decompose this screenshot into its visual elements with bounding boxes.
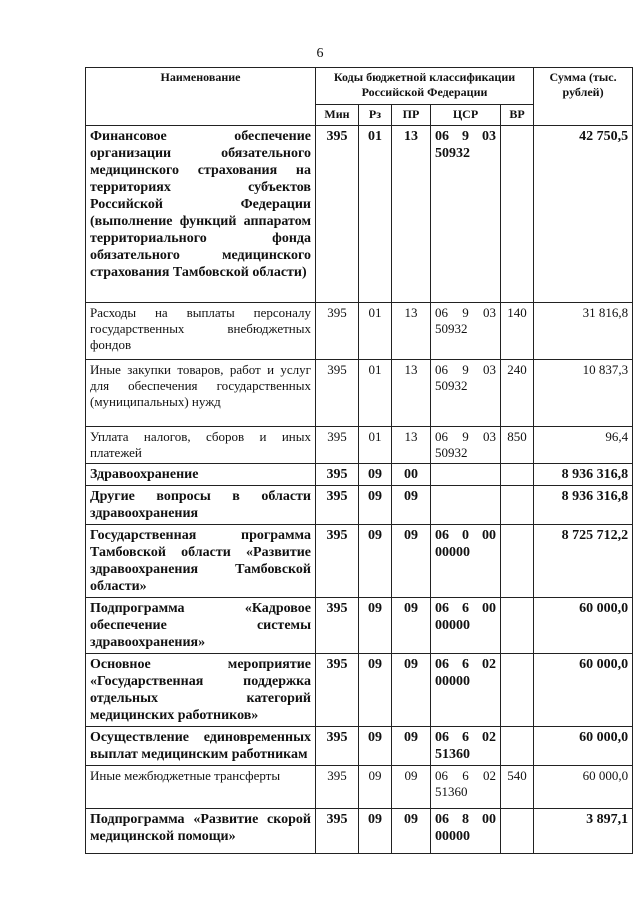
- row-min: 395: [316, 486, 359, 525]
- page-number: 6: [316, 46, 324, 61]
- row-csr: 06 6 02 51360: [431, 766, 501, 809]
- column-header-pr: ПР: [392, 105, 431, 126]
- row-min: 395: [316, 766, 359, 809]
- row-min: 395: [316, 360, 359, 427]
- row-pr: 09: [392, 809, 431, 854]
- row-min: 395: [316, 464, 359, 486]
- row-pr: 09: [392, 525, 431, 598]
- row-name: Иные закупки товаров, работ и услуг для обеспечения государственных (муниципальных) нужд: [86, 360, 316, 427]
- row-rz: 09: [359, 486, 392, 525]
- row-min: 395: [316, 809, 359, 854]
- table-row: [86, 727, 633, 766]
- table-row: [86, 303, 633, 360]
- row-rz: 01: [359, 427, 392, 464]
- row-vr: 240: [501, 360, 534, 427]
- row-sum: 60 000,0: [534, 727, 633, 766]
- row-min: 395: [316, 303, 359, 360]
- row-name: Осуществление единовременных выплат медицинским работникам: [86, 727, 316, 766]
- row-name: Финансовое обеспечение организации обязательного медицинского страхования на территориях субъектов Российской Федерации (выполнение функций аппаратом территориального фонда обязательного медицинского страхования Тамбовской области): [86, 126, 316, 303]
- row-rz: 01: [359, 126, 392, 303]
- row-rz: 09: [359, 727, 392, 766]
- row-sum: 3 897,1: [534, 809, 633, 854]
- row-pr: 13: [392, 303, 431, 360]
- row-csr: 06 9 03 50932: [431, 360, 501, 427]
- table-row: [86, 486, 633, 525]
- row-rz: 09: [359, 598, 392, 654]
- row-pr: 13: [392, 427, 431, 464]
- row-pr: 13: [392, 126, 431, 303]
- table-row: [86, 598, 633, 654]
- row-csr: 06 6 02 51360: [431, 727, 501, 766]
- row-name: Подпрограмма «Развитие скорой медицинской помощи»: [86, 809, 316, 854]
- row-vr: [501, 525, 534, 598]
- row-rz: 01: [359, 360, 392, 427]
- row-sum: 8 725 712,2: [534, 525, 633, 598]
- row-sum: 31 816,8: [534, 303, 633, 360]
- row-min: 395: [316, 727, 359, 766]
- row-sum: 60 000,0: [534, 766, 633, 809]
- row-vr: [501, 126, 534, 303]
- column-header-min: Мин: [316, 105, 359, 126]
- row-name: Расходы на выплаты персоналу государственных внебюджетных фондов: [86, 303, 316, 360]
- budget-table: [85, 67, 633, 854]
- table-row: [86, 525, 633, 598]
- row-name: Подпрограмма «Кадровое обеспечение системы здравоохранения»: [86, 598, 316, 654]
- column-header-name: Наименование: [86, 68, 316, 126]
- row-rz: 09: [359, 809, 392, 854]
- table-row: [86, 766, 633, 809]
- row-sum: 8 936 316,8: [534, 464, 633, 486]
- table-row: [86, 126, 633, 303]
- row-csr: 06 0 00 00000: [431, 525, 501, 598]
- row-pr: 13: [392, 360, 431, 427]
- row-rz: 09: [359, 654, 392, 727]
- row-pr: 09: [392, 486, 431, 525]
- row-min: 395: [316, 126, 359, 303]
- row-sum: 60 000,0: [534, 654, 633, 727]
- row-name: Основное мероприятие «Государственная поддержка отдельных категорий медицинских работников»: [86, 654, 316, 727]
- column-header-sum: Сумма (тыс. рублей): [534, 68, 633, 126]
- row-pr: 00: [392, 464, 431, 486]
- row-pr: 09: [392, 727, 431, 766]
- row-name: Здравоохранение: [86, 464, 316, 486]
- row-min: 395: [316, 427, 359, 464]
- row-csr: 06 9 03 50932: [431, 126, 501, 303]
- row-vr: 850: [501, 427, 534, 464]
- row-vr: [501, 464, 534, 486]
- row-rz: 09: [359, 525, 392, 598]
- row-name: Уплата налогов, сборов и иных платежей: [86, 427, 316, 464]
- row-rz: 09: [359, 464, 392, 486]
- column-header-csr: ЦСР: [431, 105, 501, 126]
- row-sum: 10 837,3: [534, 360, 633, 427]
- row-vr: [501, 598, 534, 654]
- row-csr: 06 6 02 00000: [431, 654, 501, 727]
- row-pr: 09: [392, 766, 431, 809]
- row-min: 395: [316, 525, 359, 598]
- table-row: [86, 427, 633, 464]
- row-name: Другие вопросы в области здравоохранения: [86, 486, 316, 525]
- row-pr: 09: [392, 654, 431, 727]
- table-row: [86, 360, 633, 427]
- row-csr: 06 9 03 50932: [431, 427, 501, 464]
- row-csr: 06 6 00 00000: [431, 598, 501, 654]
- table-row: [86, 464, 633, 486]
- row-vr: [501, 486, 534, 525]
- column-header-codes: Коды бюджетной классификации Российской Федерации: [316, 68, 534, 105]
- column-header-vr: ВР: [501, 105, 534, 126]
- row-rz: 01: [359, 303, 392, 360]
- row-vr: [501, 654, 534, 727]
- row-vr: [501, 727, 534, 766]
- row-pr: 09: [392, 598, 431, 654]
- row-rz: 09: [359, 766, 392, 809]
- column-header-rz: Рз: [359, 105, 392, 126]
- table-row: [86, 654, 633, 727]
- table-row: [86, 809, 633, 854]
- row-sum: 96,4: [534, 427, 633, 464]
- row-csr: 06 9 03 50932: [431, 303, 501, 360]
- row-name: Государственная программа Тамбовской области «Развитие здравоохранения Тамбовской области»: [86, 525, 316, 598]
- row-sum: 60 000,0: [534, 598, 633, 654]
- row-min: 395: [316, 598, 359, 654]
- row-min: 395: [316, 654, 359, 727]
- row-csr: 06 8 00 00000: [431, 809, 501, 854]
- row-vr: 140: [501, 303, 534, 360]
- row-csr: [431, 464, 501, 486]
- row-vr: 540: [501, 766, 534, 809]
- row-csr: [431, 486, 501, 525]
- row-sum: 42 750,5: [534, 126, 633, 303]
- row-sum: 8 936 316,8: [534, 486, 633, 525]
- row-name: Иные межбюджетные трансферты: [86, 766, 316, 809]
- row-vr: [501, 809, 534, 854]
